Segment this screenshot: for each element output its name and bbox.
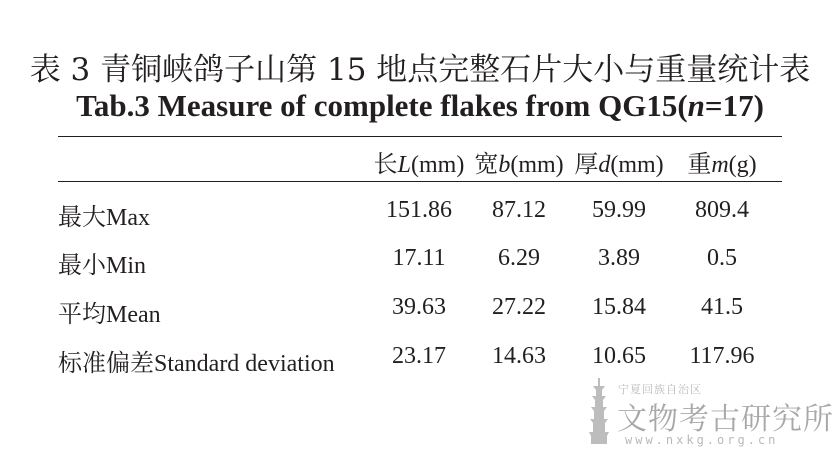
header-length <box>374 144 465 179</box>
table-cell: 10.65 <box>592 343 646 369</box>
row-label-min: 最小Min <box>58 253 147 279</box>
table-cell: 0.5 <box>707 245 737 271</box>
table-cell: 6.29 <box>498 245 540 271</box>
header-weight-unit: (g) <box>728 152 757 178</box>
title-en-suffix: =17) <box>704 88 764 123</box>
header-weight-var: m <box>711 152 729 178</box>
table-cell: 87.12 <box>492 197 546 223</box>
table-cell: 41.5 <box>701 294 743 320</box>
watermark-top-text: 宁夏回族自治区 <box>618 383 702 396</box>
title-en-prefix: Tab.3 Measure of complete flakes from QG15( <box>76 88 688 123</box>
table-cell: 59.99 <box>592 197 646 223</box>
header-width <box>474 144 563 179</box>
header-width-unit: (mm) <box>510 152 564 178</box>
row-label-mean: 平均Mean <box>58 302 161 328</box>
table-cell: 23.17 <box>392 343 446 369</box>
table-title-english <box>0 88 840 124</box>
table-title-chinese: 表 3 青铜峡鸽子山第 15 地点完整石片大小与重量统计表 <box>29 52 811 88</box>
header-width-var: b <box>498 152 511 178</box>
table-top-rule <box>58 136 782 137</box>
header-thickness <box>574 144 663 179</box>
table-header-rule <box>58 181 782 182</box>
header-length-unit: (mm) <box>411 152 465 178</box>
table-cell: 39.63 <box>392 294 446 320</box>
header-length-cn: 长 <box>373 152 398 178</box>
header-width-cn: 宽 <box>474 152 499 178</box>
watermark-url: www.nxkg.org.cn <box>625 433 779 447</box>
header-weight <box>687 144 756 179</box>
header-thickness-cn: 厚 <box>574 152 599 178</box>
header-weight-cn: 重 <box>687 152 712 178</box>
table-cell: 117.96 <box>689 343 755 369</box>
title-en-n: n <box>687 88 705 123</box>
header-thickness-var: d <box>598 152 611 178</box>
header-length-var: L <box>397 152 412 178</box>
header-thickness-unit: (mm) <box>610 152 664 178</box>
row-label-max: 最大Max <box>58 205 150 231</box>
table-cell: 17.11 <box>392 245 446 271</box>
table-cell: 809.4 <box>695 197 749 223</box>
table-cell: 151.86 <box>386 197 452 223</box>
table-cell: 27.22 <box>492 294 546 320</box>
watermark-main-text: 文物考古研究所 <box>617 402 834 437</box>
table-cell: 14.63 <box>492 343 546 369</box>
row-label-std: 标准偏差Standard deviation <box>58 351 335 377</box>
table-cell: 15.84 <box>592 294 646 320</box>
pagoda-logo-icon <box>587 378 611 444</box>
table-cell: 3.89 <box>598 245 640 271</box>
